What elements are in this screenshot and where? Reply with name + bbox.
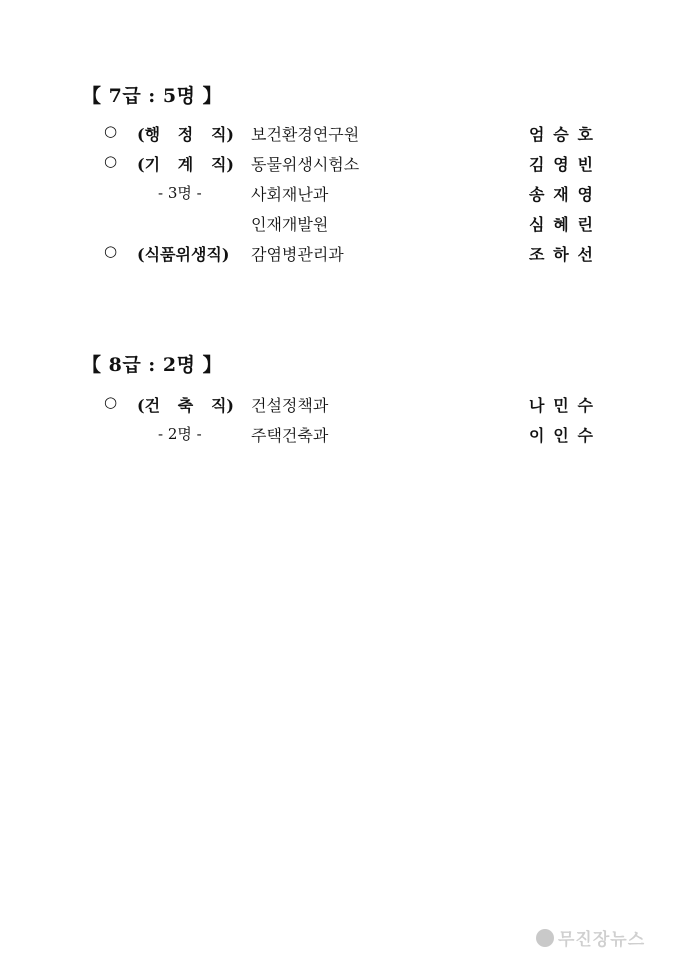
department: 동물위생시험소 (251, 155, 360, 174)
person-name: 조 하 선 (529, 245, 593, 264)
department: 보건환경연구원 (251, 125, 360, 144)
headcount-label: - 2명 - (158, 425, 202, 443)
watermark-logo-icon (536, 929, 554, 947)
bullet-circle: ○ (104, 242, 118, 260)
table-row (0, 242, 680, 268)
department: 감염병관리과 (251, 245, 344, 264)
person-name: 심 혜 린 (529, 215, 593, 234)
job-category: (행 정 직) (137, 125, 234, 144)
job-category: (식품위생직) (137, 245, 230, 264)
job-category: (기 계 직) (137, 155, 234, 174)
department: 사회재난과 (251, 185, 329, 204)
job-category: (건 축 직) (137, 396, 234, 415)
bullet-circle: ○ (104, 393, 118, 411)
bullet-circle: ○ (104, 122, 118, 140)
person-name: 엄 승 호 (529, 125, 593, 144)
table-row (0, 393, 680, 419)
table-row (0, 152, 680, 178)
department: 인재개발원 (251, 215, 329, 234)
watermark (536, 925, 645, 950)
table-row (0, 182, 680, 208)
table-row (0, 122, 680, 148)
watermark-text: 무진장뉴스 (558, 930, 646, 950)
section-heading: 【 8급 : 2명 】 (82, 354, 223, 376)
table-row (0, 423, 680, 449)
department: 주택건축과 (251, 426, 329, 445)
person-name: 김 영 빈 (529, 155, 593, 174)
section-heading: 【 7급 : 5명 】 (82, 85, 223, 107)
person-name: 나 민 수 (529, 396, 593, 415)
department: 건설정책과 (251, 396, 329, 415)
headcount-label: - 3명 - (158, 184, 202, 202)
bullet-circle: ○ (104, 152, 118, 170)
person-name: 송 재 영 (529, 185, 593, 204)
person-name: 이 인 수 (529, 426, 593, 445)
table-row (0, 212, 680, 238)
